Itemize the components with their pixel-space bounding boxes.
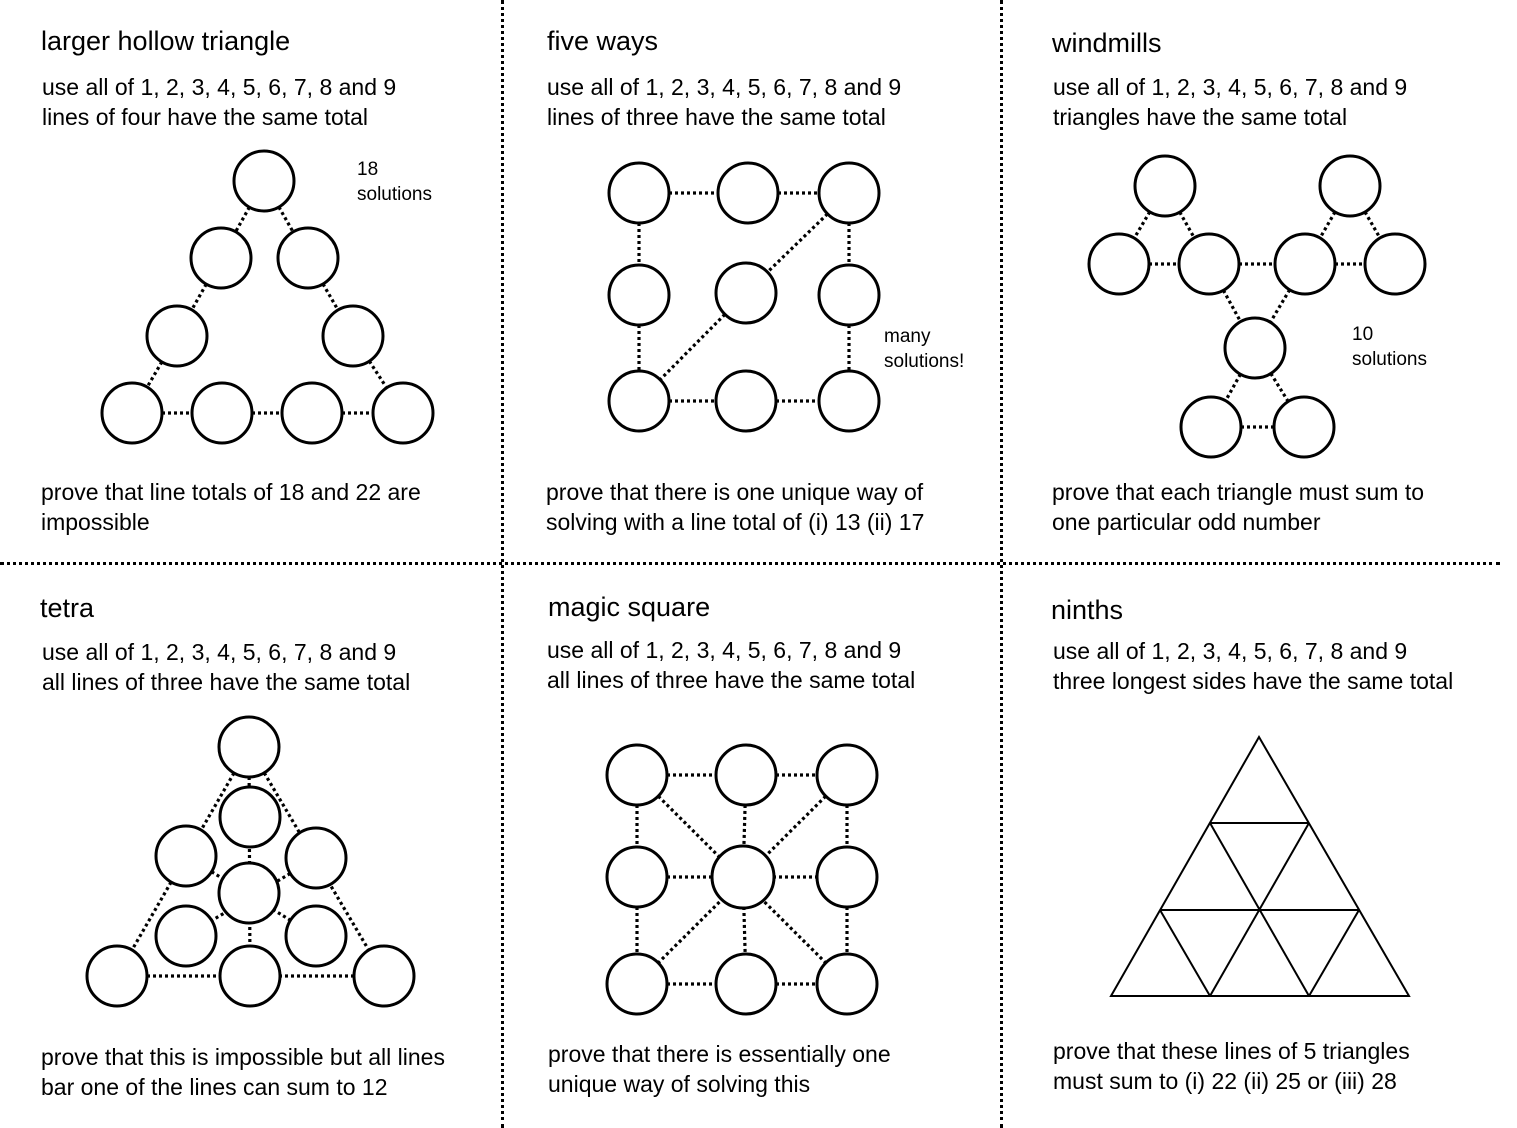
note-line: 10 [1352, 324, 1374, 345]
note-line: solutions [1352, 349, 1427, 370]
prove-line: unique way of solving this [548, 1071, 811, 1097]
instruction-line: use all of 1, 2, 3, 4, 5, 6, 7, 8 and 9 [42, 74, 397, 100]
note-line: solutions [357, 184, 432, 205]
panel-title: magic square [548, 592, 711, 622]
prove-line: solving with a line total of (i) 13 (ii) 17 [546, 509, 925, 535]
panel-title: five ways [547, 26, 659, 56]
instruction-line: use all of 1, 2, 3, 4, 5, 6, 7, 8 and 9 [547, 637, 902, 663]
prove-line: prove that there is one unique way of [546, 479, 924, 505]
panel-title: ninths [1051, 595, 1124, 625]
prove-line: prove that this is impossible but all lines [41, 1044, 445, 1070]
prove-line: impossible [41, 509, 150, 535]
instruction-line: three longest sides have the same total [1053, 668, 1454, 694]
note-line: solutions! [884, 351, 965, 372]
outer-triangle [1111, 737, 1409, 996]
prove-line: prove that line totals of 18 and 22 are [41, 479, 421, 505]
prove-line: bar one of the lines can sum to 12 [41, 1074, 388, 1100]
panel-title: windmills [1052, 28, 1162, 58]
instruction-line: lines of three have the same total [547, 104, 886, 130]
instruction-line: all lines of three have the same total [42, 669, 411, 695]
note-line: 18 [357, 159, 379, 180]
prove-line: prove that there is essentially one [548, 1041, 891, 1067]
note-line: many [884, 326, 931, 347]
grid-line [1309, 910, 1359, 996]
panel-title: larger hollow triangle [41, 26, 291, 56]
prove-line: prove that each triangle must sum to [1052, 479, 1425, 505]
prove-line: must sum to (i) 22 (ii) 25 or (iii) 28 [1053, 1068, 1397, 1094]
panel-title: tetra [40, 593, 95, 623]
prove-line: one particular odd number [1052, 509, 1321, 535]
instruction-line: use all of 1, 2, 3, 4, 5, 6, 7, 8 and 9 [42, 639, 397, 665]
instruction-line: use all of 1, 2, 3, 4, 5, 6, 7, 8 and 9 [1053, 638, 1408, 664]
instruction-line: use all of 1, 2, 3, 4, 5, 6, 7, 8 and 9 [1053, 74, 1408, 100]
grid-line [1160, 910, 1210, 996]
instruction-line: lines of four have the same total [42, 104, 369, 130]
instruction-line: all lines of three have the same total [547, 667, 916, 693]
prove-line: prove that these lines of 5 triangles [1053, 1038, 1410, 1064]
instruction-line: triangles have the same total [1053, 104, 1348, 130]
instruction-line: use all of 1, 2, 3, 4, 5, 6, 7, 8 and 9 [547, 74, 902, 100]
panel-prove-text [1053, 1036, 1410, 1096]
